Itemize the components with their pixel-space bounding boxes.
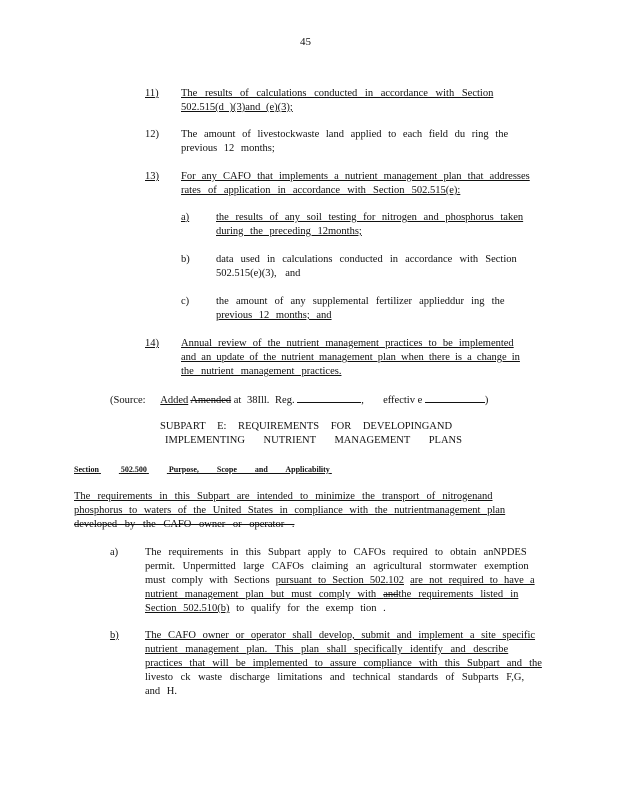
page-number: 45 [300,36,311,48]
para-a-line-5-b: to qualify for the exemp tion . [236,603,386,614]
source-note [110,393,488,406]
intro-line-3: developed by the CAFO owner or operator . [74,519,295,530]
source-close: ) [484,395,489,406]
section-number: 502.500 [120,465,147,474]
item-12-number: 12) [145,129,159,140]
para-a-line-4-a: nutrient management plan but must comply with [145,589,377,600]
item-13-number: 13) [145,171,159,182]
para-a-line-5 [145,603,386,614]
source-register: at 38Ill. Reg. [233,395,295,406]
item-14-number: 14) [145,338,159,349]
item-13c-line-1: the amount of any supplemental fertilizer applieddur ing the [216,296,505,307]
item-13c-number: c) [181,296,190,307]
item-11-line-1: The results of calculations conducted in accordance with Section [181,88,494,99]
section-heading [74,465,358,474]
section-label: Section [74,465,99,474]
intro-line-2: phosphorus to waters of the United States in compliance with the nutrientmanagement plan [74,505,506,516]
source-register-blank [297,393,361,403]
item-12-line-2: previous 12 months; [181,143,275,154]
source-effective: effectiv e [383,395,423,406]
item-13b-number: b) [181,254,190,265]
source-open: (Source: [110,395,146,406]
source-added: Added [160,395,189,406]
para-a-line-5-a: Section 502.510(b) [145,603,230,614]
section-title: Purpose, Scope and Applicability [168,465,330,474]
para-a-line-3-b: pursuant to Section 502.102 [275,575,404,586]
para-b-line-4: livesto ck waste discharge limitations and technical standards of Subparts F,G, [145,672,525,683]
item-13b-line-1: data used in calculations conducted in accordance with Section [216,254,517,265]
subpart-heading-line-1: SUBPART E: REQUIREMENTS FOR DEVELOPINGAND [160,421,453,432]
item-13-line-1: For any CAFO that implements a nutrient management plan that addresses [181,171,530,182]
para-a-line-4-c: the requirements listed in [398,589,519,600]
item-11-line-2: 502.515(d )(3)and (e)(3); [181,102,293,113]
source-comma: , [361,395,364,406]
item-13a-number: a) [181,212,190,223]
para-a-line-3-a: must comply with Sections [145,575,270,586]
para-b-number: b) [110,630,119,641]
item-13a-line-1: the results of any soil testing for nitrogen and phosphorus taken [216,212,524,223]
item-13c-line-2: previous 12 months; and [216,310,332,321]
para-b-line-1: The CAFO owner or operator shall develop, submit and implement a site specific [145,630,536,641]
para-a-line-1: The requirements in this Subpart apply to CAFOs required to obtain anNPDES [145,547,527,558]
para-b-line-5: and H. [145,686,177,697]
para-a-number: a) [110,547,119,558]
para-b-line-2: nutrient management plan. This plan shall specifically identify and describe [145,644,509,655]
para-a-line-3 [145,575,535,586]
subpart-heading-line-2: IMPLEMENTING NUTRIENT MANAGEMENT PLANS [165,435,462,446]
item-13a-line-2: during the preceding 12months; [216,226,362,237]
para-b-line-3: practices that will be implemented to assure compliance with this Subpart and the [145,658,542,669]
item-14-line-2: and an update of the nutrient management plan when there is a change in [181,352,520,363]
item-13-line-2: rates of application in accordance with Section 502.515(e): [181,185,461,196]
para-a-line-2: permit. Unpermitted large CAFOs claiming an agricultural stormwater exemption [145,561,529,572]
item-14-line-3: the nutrient management practices. [181,366,342,377]
item-14-line-1: Annual review of the nutrient management practices to be implemented [181,338,514,349]
para-a-line-4 [145,589,518,600]
para-a-line-3-c: are not required to have a [410,575,535,586]
item-13b-line-2: 502.515(e)(3), and [216,268,301,279]
source-effective-blank [425,393,485,403]
item-11-number: 11) [145,88,159,99]
source-amended: Amended [190,395,232,406]
para-a-line-4-b: and [383,589,399,600]
intro-line-1: The requirements in this Subpart are intended to minimize the transport of nitrogenand [74,491,493,502]
item-12-line-1: The amount of livestockwaste land applied to each field du ring the [181,129,509,140]
